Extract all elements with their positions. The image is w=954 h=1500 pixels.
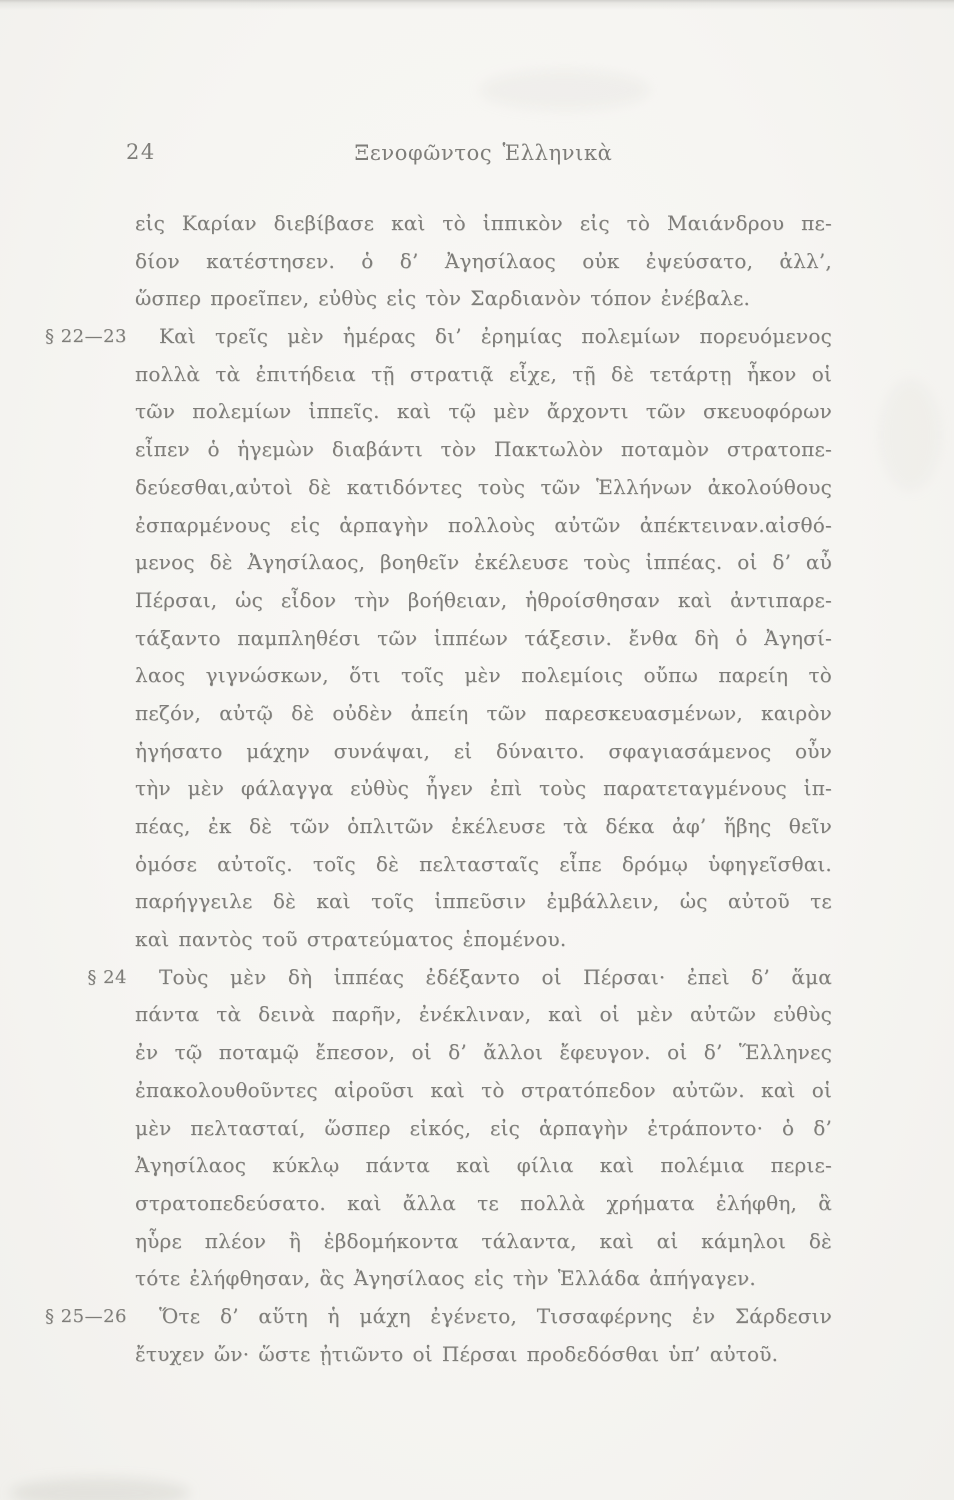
text-line: ἔτυχεν ὤν· ὥστε ᾐτιῶντο οἱ Πέρσαι προδεδόσθαι ὑπ’ αὐτοῦ. <box>135 1341 779 1366</box>
text-line: δεύεσθαι,αὐτοὶ δὲ κατιδόντες τοὺς τῶν Ἑλλήνων ἀκολούθους <box>135 474 832 499</box>
text-line: μὲν πελτασταί, ὥσπερ εἰκός, εἰς ἁρπαγὴν ἐτράποντο· ὁ δ’ <box>135 1115 832 1140</box>
text-line: μενος δὲ Ἀγησίλαος, βοηθεῖν ἐκέλευσε τοὺς ἱππέας. οἱ δ’ αὖ <box>135 550 832 575</box>
text-line: Ὅτε δ’ αὕτη ἡ μάχη ἐγένετο, Τισσαφέρνης ἐν Σάρδεσιν <box>159 1303 832 1328</box>
text-line: ἐσπαρμένους εἰς ἁρπαγὴν πολλοὺς αὐτῶν ἀπέκτειναν.αἰσθό- <box>135 512 832 537</box>
page-number: 24 <box>126 140 156 164</box>
text-line: ὁμόσε αὐτοῖς. τοῖς δὲ πελτασταῖς εἶπε δρόμῳ ὑφηγεῖσθαι. <box>135 851 832 876</box>
text-line: ἐπακολουθοῦντες αἱροῦσι καὶ τὸ στρατόπεδον αὐτῶν. καὶ οἱ <box>135 1077 832 1102</box>
running-header: Ξενοφῶντος Ἑλληνικὰ <box>354 141 613 165</box>
text-line: ἐν τῷ ποταμῷ ἔπεσον, οἱ δ’ ἄλλοι ἔφευγον. οἱ δ’ Ἕλληνες <box>135 1040 832 1065</box>
text-line: πολλὰ τὰ ἐπιτήδεια τῇ στρατιᾷ εἶχε, τῇ δὲ τετάρτῃ ἧκον οἱ <box>135 361 832 386</box>
text-line: εἶπεν ὁ ἡγεμὼν διαβάντι τὸν Πακτωλὸν ποταμὸν στρατοπε- <box>135 437 832 462</box>
text-line: τῶν πολεμίων ἱππεῖς. καὶ τῷ μὲν ἄρχοντι τῶν σκευοφόρων <box>135 399 832 424</box>
text-line: ἡγήσατο μάχην συνάψαι, εἰ δύναιτο. σφαγιασάμενος οὖν <box>135 738 832 763</box>
text-line: πάντα τὰ δεινὰ παρῆν, ἐνέκλιναν, καὶ οἱ μὲν αὐτῶν εὐθὺς <box>135 1002 832 1027</box>
text-line: παρήγγειλε δὲ καὶ τοῖς ἱππεῦσιν ἐμβάλλειν, ὡς αὐτοῦ τε <box>135 889 832 914</box>
text-line: Πέρσαι, ὡς εἶδον τὴν βοήθειαν, ἡθροίσθησαν καὶ ἀντιπαρε- <box>135 587 832 612</box>
text-line: δίον κατέστησεν. ὁ δ’ Ἀγησίλαος οὐκ ἐψεύσατο, ἀλλ’, <box>135 248 832 273</box>
section-marker: § 25—26 <box>44 1306 127 1328</box>
section-marker: § 24 <box>87 967 127 988</box>
text-line: ὥσπερ προεῖπεν, εὐθὺς εἰς τὸν Σαρδιανὸν τόπον ἐνέβαλε. <box>135 286 751 311</box>
text-line: Τοὺς μὲν δὴ ἱππέας ἐδέξαντο οἱ Πέρσαι· ἐπεὶ δ’ ἅμα <box>159 964 832 989</box>
text-line: Καὶ τρεῖς μὲν ἡμέρας δι’ ἐρημίας πολεμίων πορευόμενος <box>159 324 832 349</box>
text-line: τότε ἐλήφθησαν, ἃς Ἀγησίλαος εἰς τὴν Ἑλλάδα ἀπήγαγεν. <box>135 1266 756 1291</box>
text-line: στρατοπεδεύσατο. καὶ ἄλλα τε πολλὰ χρήματα ἐλήφθη, ἃ <box>135 1190 832 1215</box>
section-marker: § 22—23 <box>44 326 127 348</box>
text-line: πεζόν, αὐτῷ δὲ οὐδὲν ἀπείη τῶν παρεσκευασμένων, καιρὸν <box>135 700 832 725</box>
text-line: λαος γιγνώσκων, ὅτι τοῖς μὲν πολεμίοις οὔπω παρείη τὸ <box>135 663 832 688</box>
text-line: τάξαντο παμπληθέσι τῶν ἱππέων τάξεσιν. ἔνθα δὴ ὁ Ἀγησί- <box>135 625 832 650</box>
text-line: εἰς Καρίαν διεβίβασε καὶ τὸ ἱππικὸν εἰς τὸ Μαιάνδρου πε- <box>135 211 832 235</box>
text-line: τὴν μὲν φάλαγγα εὐθὺς ἦγεν ἐπὶ τοὺς παρατεταγμένους ἱπ- <box>135 776 832 801</box>
text-line: πέας, ἐκ δὲ τῶν ὁπλιτῶν ἐκέλευσε τὰ δέκα ἀφ’ ἥβης θεῖν <box>135 814 832 838</box>
text-line: Ἀγησίλαος κύκλῳ πάντα καὶ φίλια καὶ πολέμια περιε- <box>135 1153 832 1178</box>
text-block <box>135 205 832 1373</box>
text-line: καὶ παντὸς τοῦ στρατεύματος ἑπομένου. <box>135 927 567 952</box>
text-line: ηὗρε πλέον ἢ ἑβδομήκοντα τάλαντα, καὶ αἱ κάμηλοι δὲ <box>135 1228 832 1253</box>
